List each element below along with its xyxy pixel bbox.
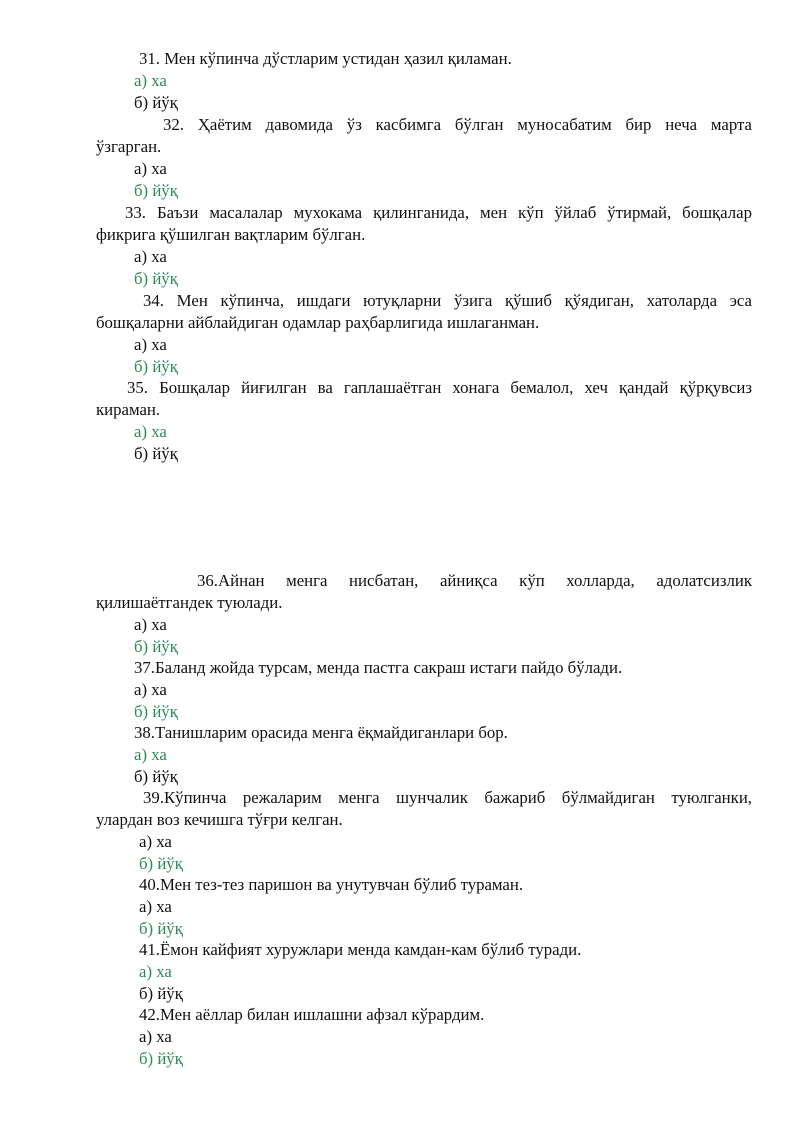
question-number: 32. [163,115,184,134]
question-number: 33. [125,203,146,222]
option-a-33[interactable]: а) ха [134,247,167,266]
option-a-39[interactable]: а) ха [139,832,172,851]
question-text: Баъзи масалалар мухокама қилинганида, мен кўп ўйлаб ўтирмай, бошқалар [156,203,752,222]
option-b-42[interactable]: б) йўқ [139,1049,183,1068]
option-b-33[interactable]: б) йўқ [134,269,178,288]
option-a-42[interactable]: а) ха [139,1027,172,1046]
question-number: 35. [127,378,148,397]
question-35-continued: кираман. [96,400,161,419]
question-33-continued: фикрига қўшилган вақтларим бўлган. [96,225,366,244]
question-number: 31. [139,49,160,68]
question-text: Айнан менга нисбатан, айниқса кўп холларда, адолатсизлик [217,571,752,590]
option-a-36[interactable]: а) ха [134,615,167,634]
option-b-37[interactable]: б) йўқ [134,702,178,721]
question-text: Ёмон кайфият хуружлари менда камдан-кам бўлиб туради. [159,940,582,959]
question-text: Мен аёллар билан ишлашни афзал кўрардим. [159,1005,485,1024]
question-number: 39. [143,788,164,807]
question-37 [134,657,790,679]
question-32 [163,114,752,136]
question-31 [139,48,795,70]
question-38 [134,722,790,744]
question-number: 38. [134,723,155,742]
question-35 [127,377,752,399]
option-a-34[interactable]: а) ха [134,335,167,354]
option-a-35[interactable]: а) ха [134,422,167,441]
question-34 [143,290,752,312]
question-33 [125,202,752,224]
question-number: 40. [139,875,160,894]
option-b-31[interactable]: б) йўқ [134,93,178,112]
question-34-continued: бошқаларни айблайдиган одамлар раҳбарлигида ишлаганман. [96,313,540,332]
question-32-continued: ўзгарган. [96,137,162,156]
option-b-39[interactable]: б) йўқ [139,854,183,873]
question-36-continued: қилишаётгандек туюлади. [96,593,283,612]
question-42 [139,1004,795,1026]
question-number: 42. [139,1005,160,1024]
option-a-31[interactable]: а) ха [134,71,167,90]
option-b-35[interactable]: б) йўқ [134,444,178,463]
option-b-41[interactable]: б) йўқ [139,984,183,1003]
option-b-36[interactable]: б) йўқ [134,637,178,656]
question-39-continued: улардан воз кечишга тўғри келган. [96,810,343,829]
question-text: Мен кўпинча, ишдаги ютуқларни ўзига қўшиб қўядиган, хатоларда эса [176,291,753,310]
question-40 [139,874,795,896]
question-number: 34. [143,291,164,310]
option-a-41[interactable]: а) ха [139,962,172,981]
option-a-38[interactable]: а) ха [134,745,167,764]
option-b-32[interactable]: б) йўқ [134,181,178,200]
question-text: Мен кўпинча дўстларим устидан ҳазил қиламан. [164,49,512,68]
question-36 [197,570,752,592]
question-number: 41. [139,940,160,959]
question-text: Кўпинча режаларим менга шунчалик бажариб бўлмайдиган туюлганки, [163,788,752,807]
question-39 [143,787,752,809]
option-a-37[interactable]: а) ха [134,680,167,699]
question-text: Бошқалар йиғилган ва гаплашаётган хонага бемалол, хеч қандай қўрқувсиз [159,378,752,397]
question-text: Ҳаётим давомида ўз касбимга бўлган муносабатим бир неча марта [197,115,753,134]
question-text: Баланд жойда турсам, менда пастга сакраш истаги пайдо бўлади. [154,658,623,677]
option-b-34[interactable]: б) йўқ [134,357,178,376]
question-number: 36. [197,571,218,590]
option-b-38[interactable]: б) йўқ [134,767,178,786]
question-text: Танишларим орасида менга ёқмайдиганлари бор. [154,723,508,742]
option-b-40[interactable]: б) йўқ [139,919,183,938]
question-41 [139,939,795,961]
question-number: 37. [134,658,155,677]
option-a-32[interactable]: а) ха [134,159,167,178]
option-a-40[interactable]: а) ха [139,897,172,916]
question-text: Мен тез-тез паришон ва унутувчан бўлиб тураман. [159,875,524,894]
